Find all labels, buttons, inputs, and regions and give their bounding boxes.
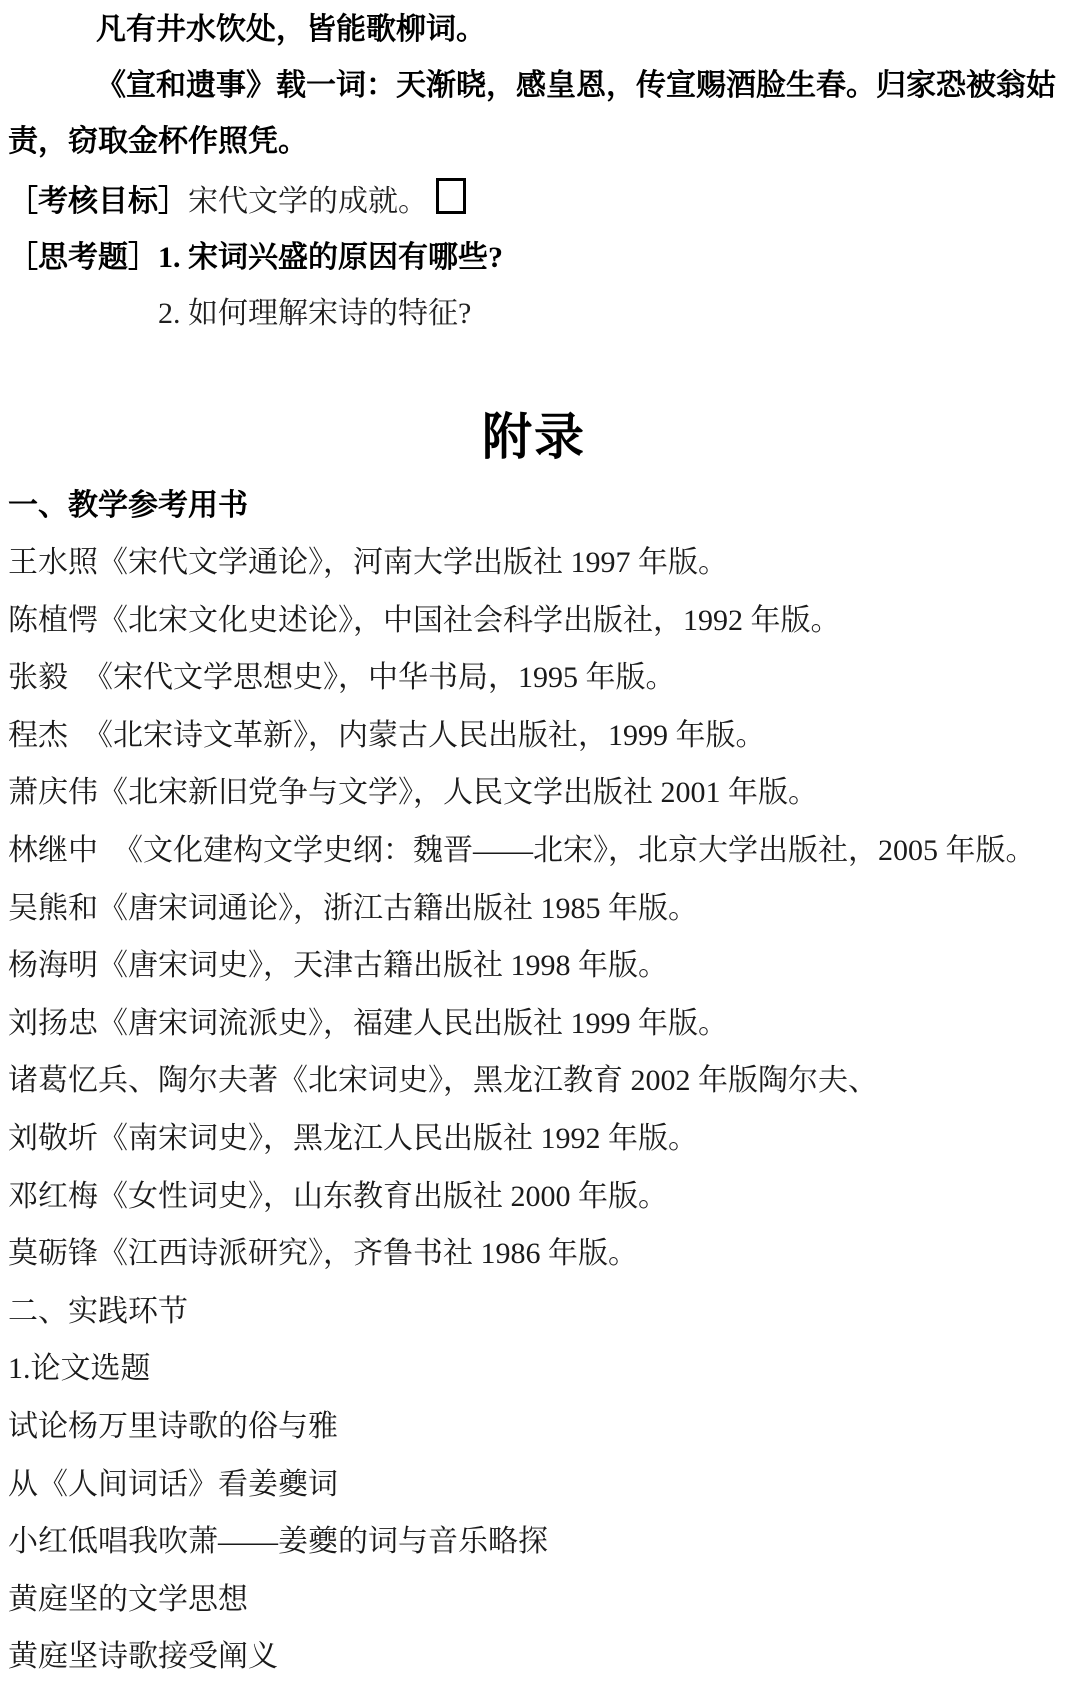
thesis-topic: 小红低唱我吹萧——姜夔的词与音乐略探 (8, 1525, 548, 1559)
assessment-goal-label: ［考核目标］ (8, 185, 188, 218)
book-entry: 张毅 《宋代文学思想史》，中华书局，1995 年版。 (8, 661, 676, 695)
quote-line: 凡有井水饮处，皆能歌柳词。 (96, 13, 486, 46)
assessment-goal-line (8, 174, 1060, 230)
book-entry: 邓红梅《女性词史》，山东教育出版社 2000 年版。 (8, 1179, 668, 1213)
citation-line-2: 责，窃取金杯作照凭。 (8, 125, 308, 158)
thinking-questions-line (8, 230, 1060, 286)
book-entry: 刘扬忠《唐宋词流派史》，福建人民出版社 1999 年版。 (8, 1006, 728, 1040)
thesis-topic: 从《人间词话》看姜夔词 (8, 1467, 338, 1501)
book-entry: 陈植愕《北宋文化史述论》，中国社会科学出版社，1992 年版。 (8, 603, 841, 637)
book-entry: 程杰 《北宋诗文革新》，内蒙古人民出版社，1999 年版。 (8, 718, 766, 752)
thesis-topic: 黄庭坚诗歌接受阐义 (8, 1640, 278, 1674)
thinking-question-1: 1. 宋词兴盛的原因有哪些? (158, 241, 503, 274)
appendix-title: 附录 (482, 409, 586, 465)
thesis-topic: 试论杨万里诗歌的俗与雅 (8, 1409, 338, 1443)
book-entry: 刘敬圻《南宋词史》，黑龙江人民出版社 1992 年版。 (8, 1121, 698, 1155)
section-2-heading: 二、实践环节 (8, 1294, 188, 1328)
reference-book-list (8, 534, 1060, 1686)
book-entry: 林继中 《文化建构文学史纲：魏晋——北宋》，北京大学出版社，2005 年版。 (8, 833, 1036, 867)
book-entry: 吴熊和《唐宋词通论》，浙江古籍出版社 1985 年版。 (8, 891, 698, 925)
thesis-topic: 黄庭坚的文学思想 (8, 1582, 248, 1616)
book-entry: 诸葛忆兵、陶尔夫著《北宋词史》，黑龙江教育 2002 年版陶尔夫、 (8, 1064, 878, 1098)
book-entry: 杨海明《唐宋词史》，天津古籍出版社 1998 年版。 (8, 949, 668, 983)
book-entry: 萧庆伟《北宋新旧党争与文学》，人民文学出版社 2001 年版。 (8, 776, 818, 810)
thinking-questions-label: ［思考题］ (8, 241, 158, 274)
intro-section (8, 2, 1060, 342)
practice-subheading: 1.论文选题 (8, 1352, 151, 1386)
assessment-goal-text: 宋代文学的成就。 (188, 185, 428, 218)
missing-glyph-box (436, 178, 466, 214)
book-entry: 王水照《宋代文学通论》，河南大学出版社 1997 年版。 (8, 546, 728, 579)
citation-line-1: 《宣和遗事》载一词：天渐晓，感皇恩，传宣赐酒脸生春。归家恐被翁姑 (96, 69, 1056, 102)
thinking-question-2: 2. 如何理解宋诗的特征? (158, 297, 472, 330)
book-entry: 莫砺锋《江西诗派研究》，齐鲁书社 1986 年版。 (8, 1237, 638, 1271)
section-1-heading: 一、教学参考用书 (8, 489, 248, 522)
